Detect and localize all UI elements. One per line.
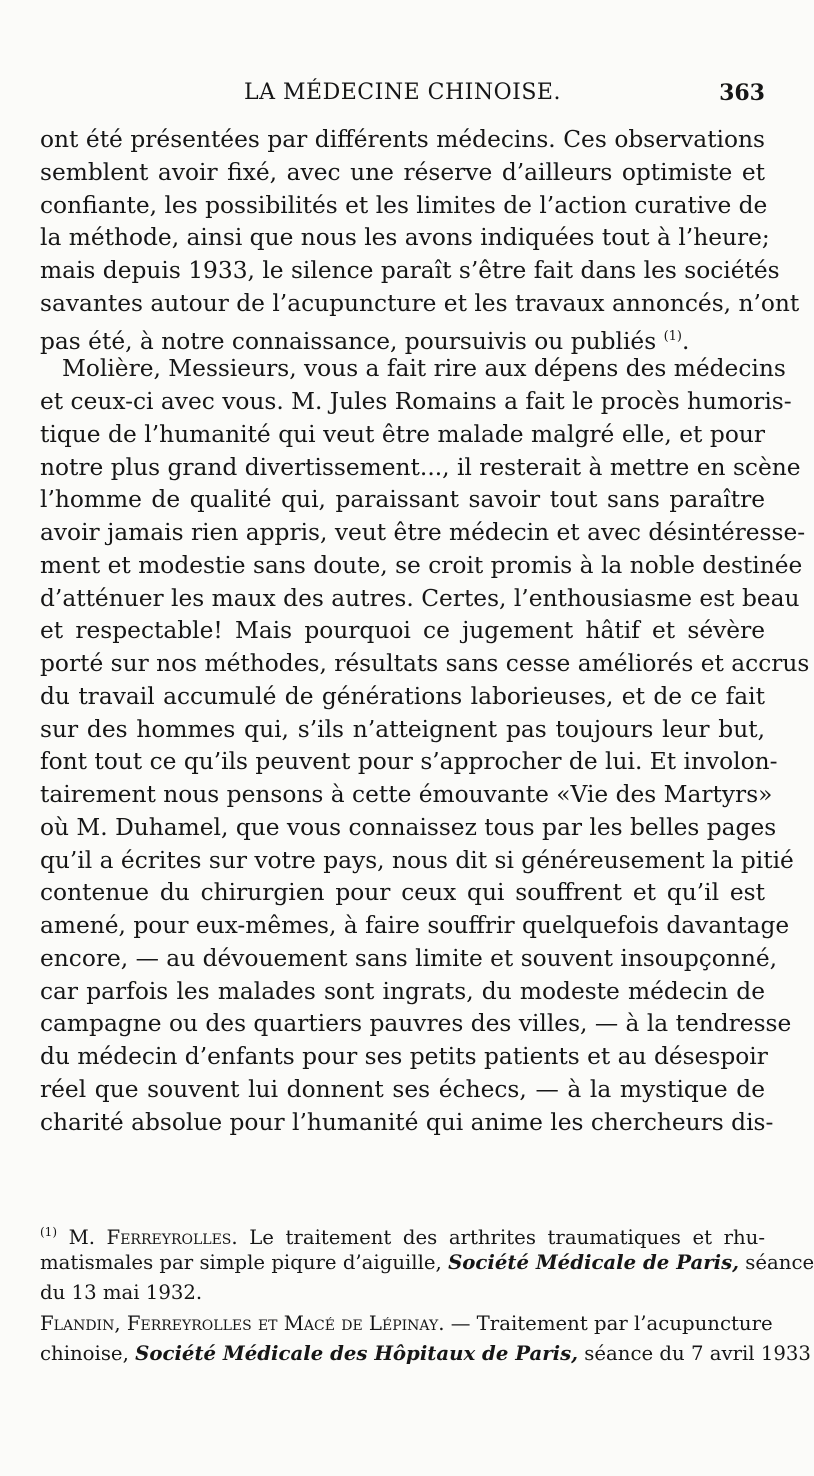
text-line: notre plus grand divertissement..., il resterait à mettre en scène	[40, 453, 801, 481]
text-line: amené, pour eux-mêmes, à faire souffrir quelquefois davantage	[40, 912, 790, 939]
footnote-text: Le traitement des arthrites traumatiques et rhu-	[249, 1226, 765, 1249]
text-line: la méthode, ainsi que nous les avons indiquées tout à l’heure;	[40, 224, 770, 252]
text-line: porté sur nos méthodes, résultats sans cesse améliorés et accrus	[40, 650, 810, 677]
footnote-1-line-3: du 13 mai 1932.	[40, 1281, 203, 1304]
text-line: semblent avoir fixé, avec une réserve d’ailleurs optimiste et	[40, 158, 765, 186]
footnote-journal: Société Médicale de Paris,	[448, 1250, 740, 1274]
running-head	[40, 76, 765, 110]
line-end-punctuation: .	[682, 327, 690, 355]
text-line-content: pas été, à notre connaissance, poursuivis ou publiés	[40, 327, 657, 355]
text-line: du médecin d’enfants pour ses petits patients et au désespoir	[40, 1043, 768, 1070]
text-line: et respectable! Mais pourquoi ce jugement hâtif et sévère	[40, 617, 765, 645]
footnote-1-line-1	[40, 1217, 765, 1248]
text-line: confiante, les possibilités et les limites de l’action curative de	[40, 191, 768, 219]
text-line: réel que souvent lui donnent ses échecs, — à la mystique de	[40, 1075, 765, 1103]
text-line: ment et modestie sans doute, se croit promis à la noble destinée	[40, 551, 803, 579]
text-line: du travail accumulé de générations laborieuses, et de ce fait	[40, 682, 765, 710]
footnote-text: matismales par simple piqure d’aiguille,	[40, 1250, 442, 1274]
footnote-text: — Traitement par l’acupuncture	[450, 1311, 773, 1335]
text-line: tique de l’humanité qui veut être malade malgré elle, et pour	[40, 420, 765, 448]
page-number: 363	[719, 80, 765, 106]
footnote-text: chinoise,	[40, 1342, 129, 1365]
body-text	[40, 124, 810, 1139]
text-line: avoir jamais rien appris, veut être médecin et avec désintéresse-	[40, 519, 806, 546]
text-line: ont été présentées par différents médecins. Ces observations	[40, 126, 765, 153]
text-line: qu’il a écrites sur votre pays, nous dit si généreusement la pitié	[40, 846, 794, 874]
footnote-1-line-2	[40, 1248, 814, 1279]
text-line: et ceux-ci avec vous. M. Jules Romains a fait le procès humoris-	[40, 388, 792, 415]
text-line: l’homme de qualité qui, paraissant savoir tout sans paraître	[40, 486, 765, 514]
text-line: mais depuis 1933, le silence paraît s’être fait dans les sociétés	[40, 257, 780, 284]
text-line: savantes autour de l’acupuncture et les travaux annoncés, n’ont	[40, 289, 800, 317]
footnotes	[40, 1217, 814, 1370]
footnote-author: M. Ferreyrolles.	[68, 1226, 238, 1249]
footnote-text: séance du 7 avril 1933	[584, 1342, 811, 1365]
text-line: tairement nous pensons à cette émouvante «Vie des Martyrs»	[40, 781, 773, 808]
footnote-authors: Flandin, Ferreyrolles et Macé de Lépinay.	[40, 1311, 445, 1335]
text-line: campagne ou des quartiers pauvres des villes, — à la tendresse	[40, 1010, 792, 1038]
footnote-text: séance	[745, 1250, 814, 1274]
text-line: contenue du chirurgien pour ceux qui souffrent et qu’il est	[40, 879, 765, 907]
footnote-2-line-2	[40, 1339, 811, 1370]
text-line: font tout ce qu’ils peuvent pour s’approcher de lui. Et involon-	[40, 748, 778, 776]
text-line: sur des hommes qui, s’ils n’atteignent pas toujours leur but,	[40, 715, 765, 743]
text-line: charité absolue pour l’humanité qui anime les chercheurs dis-	[40, 1108, 774, 1136]
text-line: encore, — au dévouement sans limite et souvent insoupçonné,	[40, 944, 778, 972]
paragraph-start-line: Molière, Messieurs, vous a fait rire aux dépens des médecins	[62, 355, 786, 383]
text-line: car parfois les malades sont ingrats, du modeste médecin de	[40, 977, 765, 1005]
text-line: d’atténuer les maux des autres. Certes, l’enthousiasme est beau	[40, 584, 800, 612]
footnote-journal: Société Médicale des Hôpitaux de Paris,	[135, 1342, 579, 1365]
footnote-reference: (1)	[663, 328, 683, 344]
footnote-marker: (1)	[40, 1225, 57, 1239]
footnote-2-line-1	[40, 1309, 773, 1340]
text-line: où M. Duhamel, que vous connaissez tous par les belles pages	[40, 813, 777, 841]
text-line	[40, 321, 765, 354]
running-title: LA MÉDECINE CHINOISE.	[244, 80, 561, 105]
